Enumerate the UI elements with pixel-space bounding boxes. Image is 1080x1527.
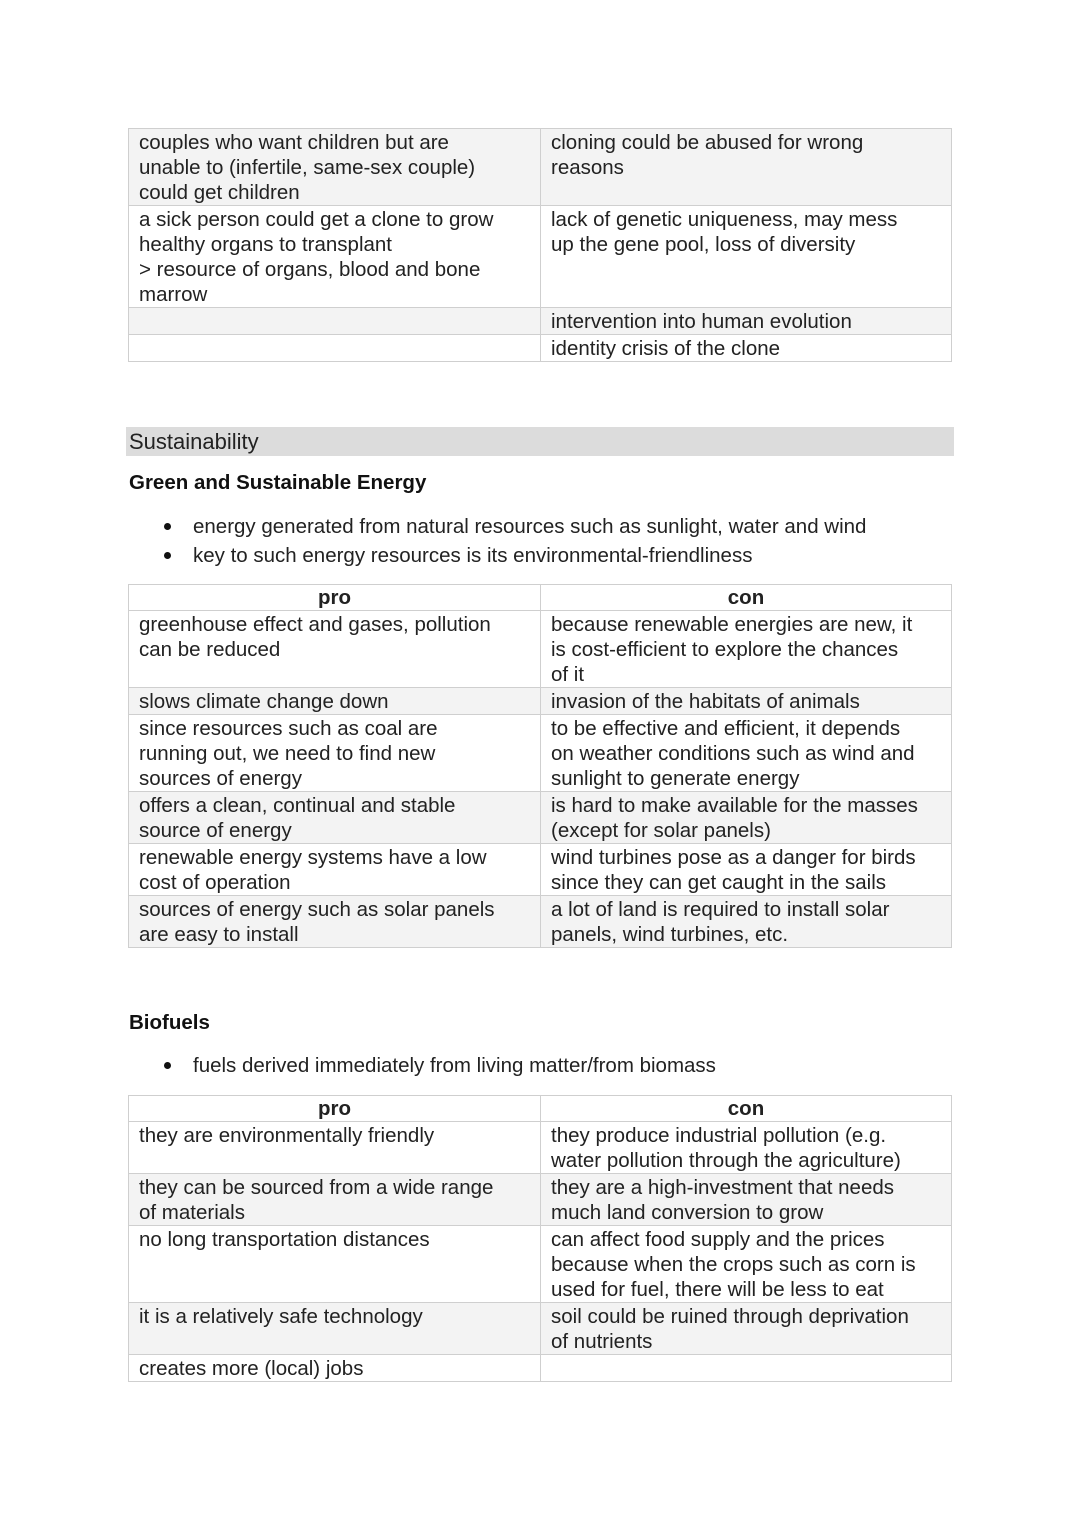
pro-cell [129,335,541,362]
table-row [129,335,952,362]
column-header-pro: pro [129,1096,541,1122]
table-row [129,1174,952,1226]
table-header-row [129,585,952,611]
pro-cell: offers a clean, continual and stable source of energy [129,792,541,844]
pro-cell: greenhouse effect and gases, pollution can be reduced [129,611,541,688]
con-cell: a lot of land is required to install solar panels, wind turbines, etc. [541,896,952,948]
bullet-icon [164,523,171,530]
table-row [129,688,952,715]
pro-cell: they are environmentally friendly [129,1122,541,1174]
pro-cell [129,308,541,335]
con-cell: wind turbines pose as a danger for birds since they can get caught in the sails [541,844,952,896]
con-cell: soil could be ruined through deprivation of nutrients [541,1303,952,1355]
biofuels-bullet-list [160,1051,716,1080]
list-item: energy generated from natural resources such as sunlight, water and wind [160,512,866,541]
column-header-con: con [541,1096,952,1122]
bullet-icon [164,1062,171,1069]
con-cell: intervention into human evolution [541,308,952,335]
pro-cell: it is a relatively safe technology [129,1303,541,1355]
table-row [129,1122,952,1174]
heading-green-energy: Green and Sustainable Energy [129,471,427,494]
biofuels-pro-con-table [128,1095,952,1382]
table-row [129,129,952,206]
table-row [129,206,952,308]
con-cell: invasion of the habitats of animals [541,688,952,715]
column-header-con: con [541,585,952,611]
list-item: fuels derived immediately from living matter/from biomass [160,1051,716,1080]
table-row [129,1226,952,1303]
pro-cell: since resources such as coal are running out, we need to find new sources of energy [129,715,541,792]
table-row [129,844,952,896]
con-cell: identity crisis of the clone [541,335,952,362]
bullet-icon [164,552,171,559]
column-header-pro: pro [129,585,541,611]
green-energy-bullet-list [160,512,866,570]
pro-cell: a sick person could get a clone to grow healthy organs to transplant > resource of organs, blood and bone marrow [129,206,541,308]
pro-cell: creates more (local) jobs [129,1355,541,1382]
table-row [129,611,952,688]
con-cell [541,1355,952,1382]
pro-cell: couples who want children but are unable to (infertile, same-sex couple) could get children [129,129,541,206]
table-row [129,1355,952,1382]
table-row [129,1303,952,1355]
pro-cell: sources of energy such as solar panels are easy to install [129,896,541,948]
table-row [129,896,952,948]
list-item: key to such energy resources is its environmental-friendliness [160,541,866,570]
table-row [129,792,952,844]
pro-cell: they can be sourced from a wide range of materials [129,1174,541,1226]
table-header-row [129,1096,952,1122]
con-cell: because renewable energies are new, it is cost-efficient to explore the chances of it [541,611,952,688]
green-energy-pro-con-table [128,584,952,948]
con-cell: to be effective and efficient, it depends on weather conditions such as wind and sunlight to generate energy [541,715,952,792]
pro-cell: slows climate change down [129,688,541,715]
section-title-sustainability: Sustainability [126,427,954,456]
cloning-pro-con-table [128,128,952,362]
con-cell: lack of genetic uniqueness, may mess up the gene pool, loss of diversity [541,206,952,308]
con-cell: can affect food supply and the prices because when the crops such as corn is used for fuel, there will be less to eat [541,1226,952,1303]
table-row [129,715,952,792]
con-cell: they produce industrial pollution (e.g. water pollution through the agriculture) [541,1122,952,1174]
con-cell: cloning could be abused for wrong reasons [541,129,952,206]
con-cell: is hard to make available for the masses (except for solar panels) [541,792,952,844]
heading-biofuels: Biofuels [129,1011,210,1034]
con-cell: they are a high-investment that needs much land conversion to grow [541,1174,952,1226]
pro-cell: renewable energy systems have a low cost of operation [129,844,541,896]
pro-cell: no long transportation distances [129,1226,541,1303]
table-row [129,308,952,335]
